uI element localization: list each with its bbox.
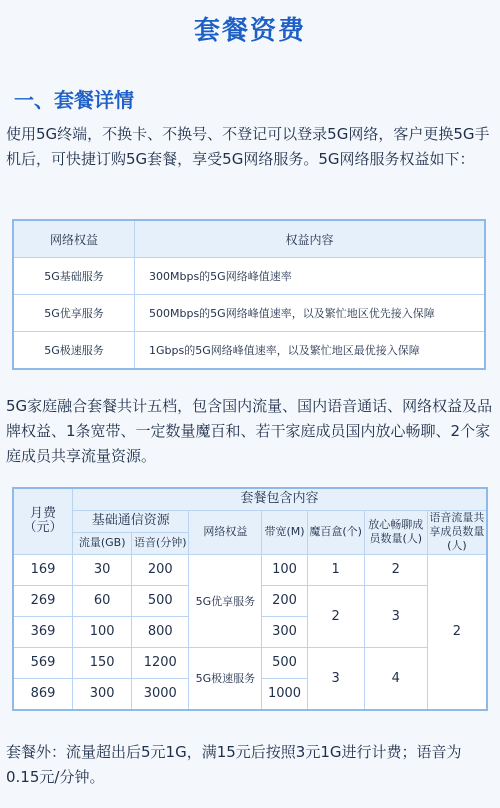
cell-network-premium: 5G优享服务 [189, 554, 262, 647]
benefit-content: 300Mbps的5G网络峰值速率 [135, 258, 486, 295]
cell-fee: 869 [13, 678, 73, 710]
table-header-row [13, 488, 487, 510]
header-cell: 网络权益 [13, 220, 135, 258]
cell-fee: 369 [13, 616, 73, 647]
table-row [13, 332, 485, 370]
cell-data: 30 [73, 554, 132, 585]
benefit-name: 5G极速服务 [13, 332, 135, 370]
cell-bandwidth: 300 [262, 616, 307, 647]
cell-voice: 3000 [132, 678, 189, 710]
header-bandwidth: 带宽(M) [262, 510, 307, 554]
cell-shared-members: 2 [427, 554, 487, 710]
header-voice: 语音(分钟) [132, 532, 189, 554]
cell-voice: 200 [132, 554, 189, 585]
cell-voice: 1200 [132, 647, 189, 678]
header-included: 套餐包含内容 [73, 488, 487, 510]
table-row [13, 258, 485, 295]
header-monthly-fee: 月费（元） [13, 488, 73, 554]
cell-worry-free: 3 [364, 585, 427, 647]
intro-paragraph: 使用5G终端，不换卡、不换号、不登记可以登录5G网络，客户更换5G手机后，可快捷订购5G套餐，享受5G网络服务。5G网络服务权益如下： [6, 125, 490, 168]
cell-network-ultra: 5G极速服务 [189, 647, 262, 710]
extra-fee-paragraph: 套餐外：流量超出后5元1G，满15元后按照3元1G进行计费；语音为0.15元/分钟。 [6, 743, 462, 786]
table-row [13, 647, 487, 678]
cell-bandwidth: 500 [262, 647, 307, 678]
cell-data: 60 [73, 585, 132, 616]
cell-worry-free: 2 [364, 554, 427, 585]
cell-data: 300 [73, 678, 132, 710]
cell-mobaihe: 2 [307, 585, 364, 647]
cell-bandwidth: 200 [262, 585, 307, 616]
benefit-name: 5G基础服务 [13, 258, 135, 295]
header-data: 流量(GB) [73, 532, 132, 554]
header-network: 网络权益 [189, 510, 262, 554]
cell-bandwidth: 1000 [262, 678, 307, 710]
family-plan-paragraph: 5G家庭融合套餐共计五档，包含国内流量、国内语音通话、网络权益及品牌权益、1条宽带、一定数量魔百和、若干家庭成员国内放心畅聊、2个家庭成员共享流量资源。 [6, 397, 493, 465]
benefits-table [12, 219, 486, 370]
table-row [13, 554, 487, 585]
page-title: 套餐资费 [193, 16, 306, 46]
header-basic-resources: 基础通信资源 [73, 510, 189, 532]
table-header-row [13, 510, 487, 532]
benefit-name: 5G优享服务 [13, 295, 135, 332]
header-worry-free: 放心畅聊成员数量(人) [364, 510, 427, 554]
cell-worry-free: 4 [364, 647, 427, 710]
table-row [13, 295, 485, 332]
header-cell: 权益内容 [135, 220, 486, 258]
section-heading: 一、套餐详情 [14, 88, 134, 112]
cell-data: 100 [73, 616, 132, 647]
cell-bandwidth: 100 [262, 554, 307, 585]
cell-mobaihe: 3 [307, 647, 364, 710]
table-header-row [13, 220, 485, 258]
cell-mobaihe: 1 [307, 554, 364, 585]
benefit-content: 500Mbps的5G网络峰值速率，以及繁忙地区优先接入保障 [135, 295, 486, 332]
cell-voice: 800 [132, 616, 189, 647]
cell-voice: 500 [132, 585, 189, 616]
benefit-content: 1Gbps的5G网络峰值速率，以及繁忙地区最优接入保障 [135, 332, 486, 370]
cell-data: 150 [73, 647, 132, 678]
header-shared: 语音流量共享成员数量(人) [427, 510, 487, 554]
cell-fee: 269 [13, 585, 73, 616]
cell-fee: 169 [13, 554, 73, 585]
cell-fee: 569 [13, 647, 73, 678]
plans-table [12, 487, 488, 711]
header-mobaihe: 魔百盒(个) [307, 510, 364, 554]
